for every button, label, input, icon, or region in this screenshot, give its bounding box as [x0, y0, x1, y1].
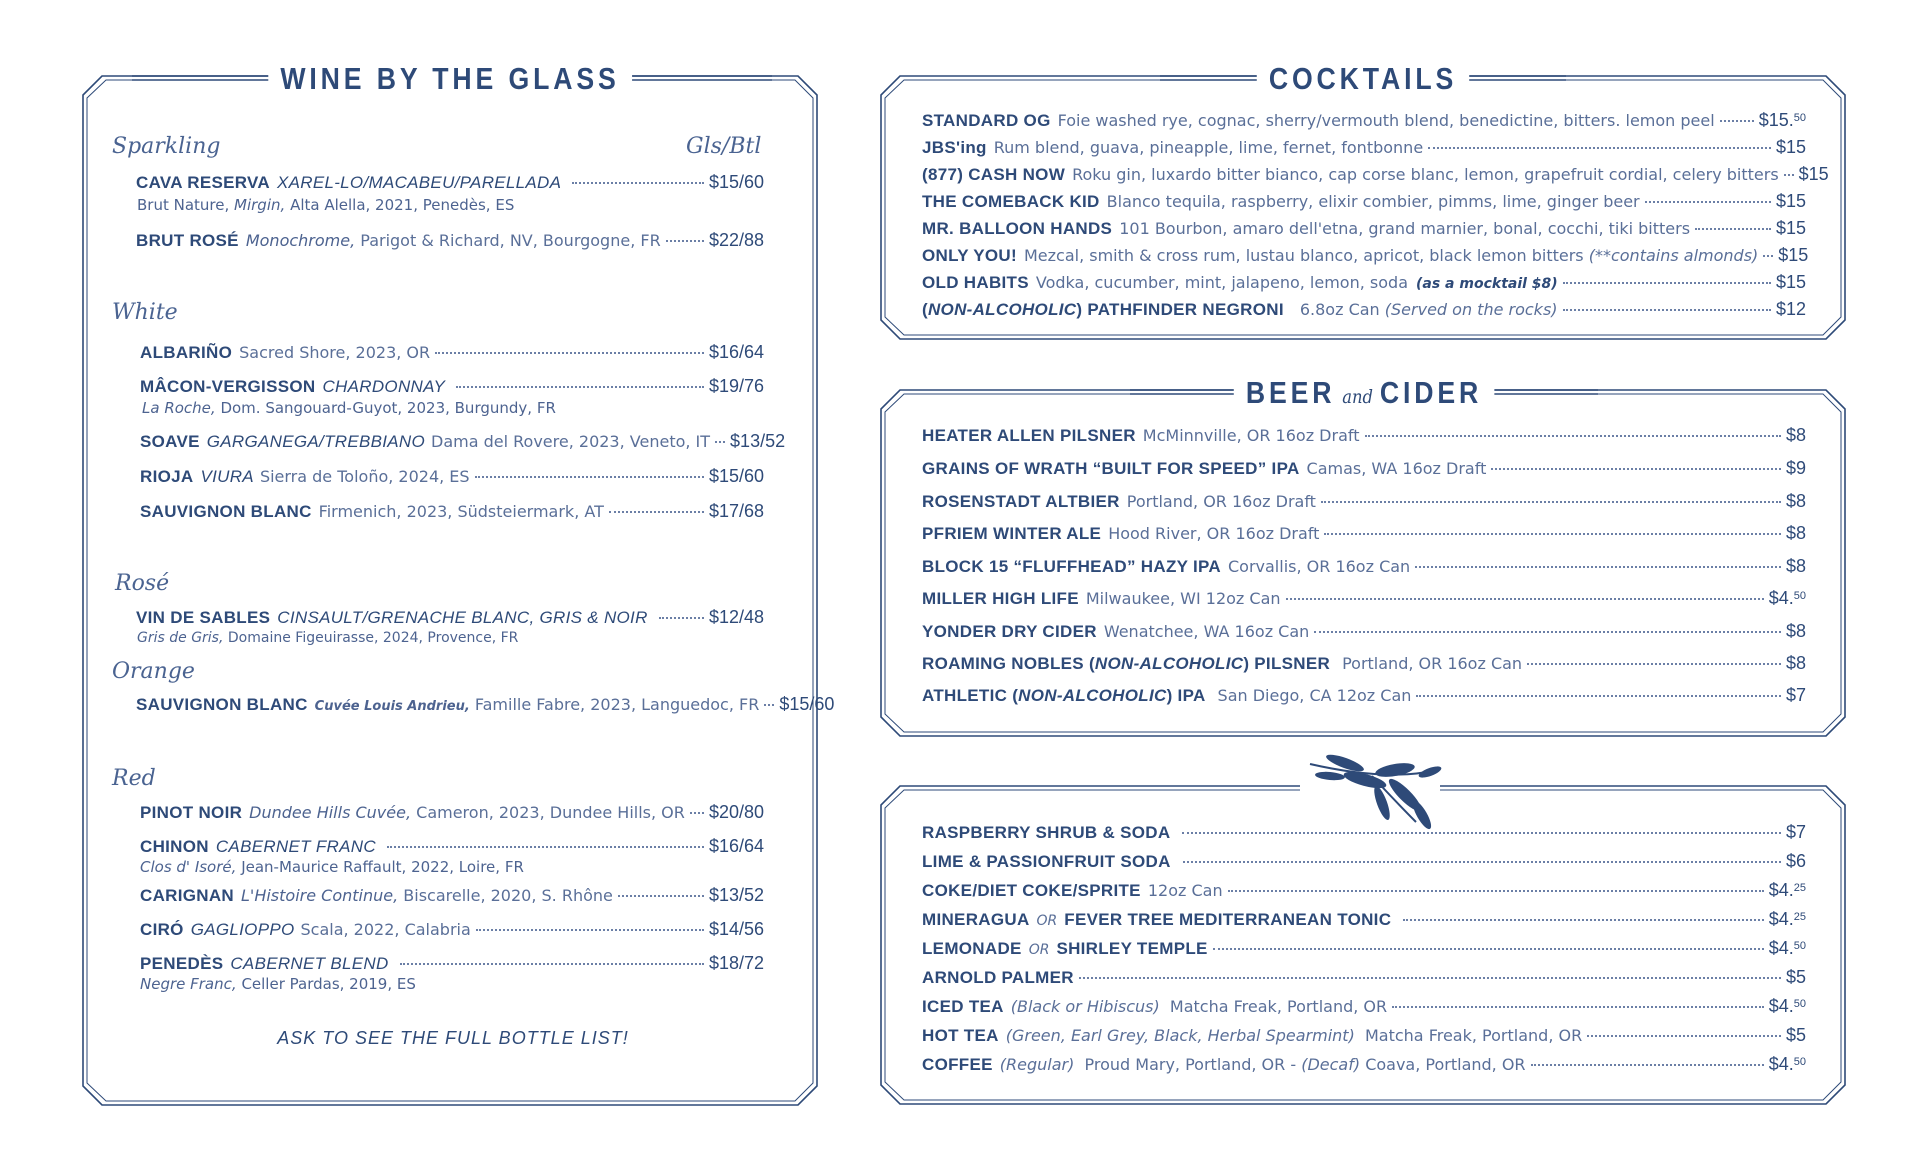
- wine-item-details: Gris de Gris, Domaine Figeuirasse, 2024, Provence, FR: [137, 630, 519, 646]
- beer-item: BLOCK 15 “FLUFFHEAD” HAZY IPA Corvallis, OR 16oz Can $8: [922, 556, 1806, 576]
- wine-item: BRUT ROSÉ Monochrome, Parigot & Richard, NV, Bourgogne, FR $22/88: [136, 230, 764, 250]
- cocktails-title: COCKTAILS: [1257, 63, 1469, 94]
- section-heading-orange: Orange: [112, 659, 195, 684]
- full-bottle-list-note: ASK TO SEE THE FULL BOTTLE LIST!: [277, 1028, 629, 1048]
- beer-item: HEATER ALLEN PILSNER McMinnville, OR 16oz Draft $8: [922, 425, 1806, 445]
- soft-drink-item: ICED TEA (Black or Hibiscus) Matcha Freak, Portland, OR $4.50: [922, 996, 1806, 1016]
- glass-bottle-heading: Gls/Btl: [686, 134, 762, 159]
- cocktail-item: STANDARD OG Foie washed rye, cognac, sherry/vermouth blend, benedictine, bitters. lemon peel $15.50: [922, 110, 1806, 130]
- soft-drink-item: COFFEE (Regular) Proud Mary, Portland, OR - (Decaf) Coava, Portland, OR $4.50: [922, 1054, 1806, 1074]
- cocktail-item: (877) CASH NOW Roku gin, luxardo bitter bianco, cap corse blanc, lemon, grapefruit cordial, celery bitters $15: [922, 164, 1829, 184]
- soft-drink-item: RASPBERRY SHRUB & SODA $7: [922, 822, 1806, 842]
- wine-item: PENEDÈS CABERNET BLEND $18/72: [140, 953, 764, 973]
- soft-drink-item: HOT TEA (Green, Earl Grey, Black, Herbal Spearmint) Matcha Freak, Portland, OR $5: [922, 1025, 1806, 1045]
- soft-drink-item: LEMONADE OR SHIRLEY TEMPLE $4.50: [922, 938, 1806, 958]
- wine-item: CARIGNAN L'Histoire Continue, Biscarelle, 2020, S. Rhône $13/52: [140, 885, 764, 905]
- beer-item: ATHLETIC ( NON-ALCOHOLIC ) IPA San Diego, CA 12oz Can $7: [922, 685, 1806, 705]
- section-heading-rose: Rosé: [115, 571, 170, 596]
- cocktail-item: ( NON-ALCOHOLIC ) PATHFINDER NEGRONI 6.8oz Can (Served on the rocks) $12: [922, 299, 1806, 319]
- section-heading-white: White: [112, 300, 178, 325]
- beer-item: PFRIEM WINTER ALE Hood River, OR 16oz Draft $8: [922, 523, 1806, 543]
- wine-item: CAVA RESERVA XAREL-LO/MACABEU/PARELLADA $15/60: [136, 172, 764, 192]
- beer-cider-title: BEER and CIDER: [1234, 377, 1494, 408]
- wine-item: SAUVIGNON BLANC Firmenich, 2023, Südsteiermark, AT $17/68: [140, 501, 764, 521]
- cocktail-item: ONLY YOU! Mezcal, smith & cross rum, lustau blanco, apricot, black lemon bitters (**contains almonds) $15: [922, 245, 1809, 265]
- beer-item: ROSENSTADT ALTBIER Portland, OR 16oz Draft $8: [922, 491, 1806, 511]
- wine-item: CHINON CABERNET FRANC $16/64: [140, 836, 764, 856]
- soft-drink-item: ARNOLD PALMER $5: [922, 967, 1806, 987]
- beer-item: MILLER HIGH LIFE Milwaukee, WI 12oz Can $4.50: [922, 588, 1806, 608]
- wine-item: SOAVE GARGANEGA/TREBBIANO Dama del Rovere, 2023, Veneto, IT $13/52: [140, 431, 786, 451]
- wine-item: VIN DE SABLES CINSAULT/GRENACHE BLANC, GRIS & NOIR $12/48: [136, 607, 764, 627]
- wine-item: CIRÓ GAGLIOPPO Scala, 2022, Calabria $14/56: [140, 919, 764, 939]
- wine-item: SAUVIGNON BLANC Cuvée Louis Andrieu, Famille Fabre, 2023, Languedoc, FR $15/60: [136, 694, 835, 714]
- cocktail-item: THE COMEBACK KID Blanco tequila, raspberry, elixir combier, pimms, lime, ginger beer $15: [922, 191, 1806, 211]
- soft-drink-item: COKE/DIET COKE/SPRITE 12oz Can $4.25: [922, 880, 1806, 900]
- wine-item-details: La Roche, Dom. Sangouard-Guyot, 2023, Burgundy, FR: [142, 399, 556, 417]
- beer-item: GRAINS OF WRATH “BUILT FOR SPEED” IPA Camas, WA 16oz Draft $9: [922, 458, 1806, 478]
- beer-item: ROAMING NOBLES ( NON-ALCOHOLIC ) PILSNER Portland, OR 16oz Can $8: [922, 653, 1806, 673]
- wine-item: MÂCON-VERGISSON CHARDONNAY $19/76: [140, 376, 764, 396]
- wine-item: ALBARIÑO Sacred Shore, 2023, OR $16/64: [140, 342, 764, 362]
- wine-title: WINE BY THE GLASS: [268, 63, 631, 94]
- botanical-sprig-icon: [1300, 751, 1443, 831]
- wine-item-details: Negre Franc, Celler Pardas, 2019, ES: [140, 975, 416, 993]
- wine-item-details: Brut Nature, Mirgin, Alta Alella, 2021, Penedès, ES: [137, 196, 515, 214]
- cocktail-item: OLD HABITS Vodka, cucumber, mint, jalapeno, lemon, soda (as a mocktail $8) $15: [922, 272, 1806, 292]
- soft-drink-item: MINERAGUA OR FEVER TREE MEDITERRANEAN TONIC $4.25: [922, 909, 1806, 929]
- cocktail-item: MR. BALLOON HANDS 101 Bourbon, amaro dell'etna, grand marnier, bonal, cocchi, tiki bitters $15: [922, 218, 1806, 238]
- wine-item: RIOJA VIURA Sierra de Toloño, 2024, ES $15/60: [140, 466, 764, 486]
- wine-item: PINOT NOIR Dundee Hills Cuvée, Cameron, 2023, Dundee Hills, OR $20/80: [140, 802, 764, 822]
- wine-item-details: Clos d' Isoré, Jean-Maurice Raffault, 2022, Loire, FR: [140, 858, 524, 876]
- beer-item: YONDER DRY CIDER Wenatchee, WA 16oz Can $8: [922, 621, 1806, 641]
- section-heading-red: Red: [112, 766, 156, 791]
- cocktail-item: JBS'ing Rum blend, guava, pineapple, lime, fernet, fontbonne $15: [922, 137, 1806, 157]
- soft-drink-item: LIME & PASSIONFRUIT SODA $6: [922, 851, 1806, 871]
- section-heading-sparkling: Sparkling: [112, 134, 221, 159]
